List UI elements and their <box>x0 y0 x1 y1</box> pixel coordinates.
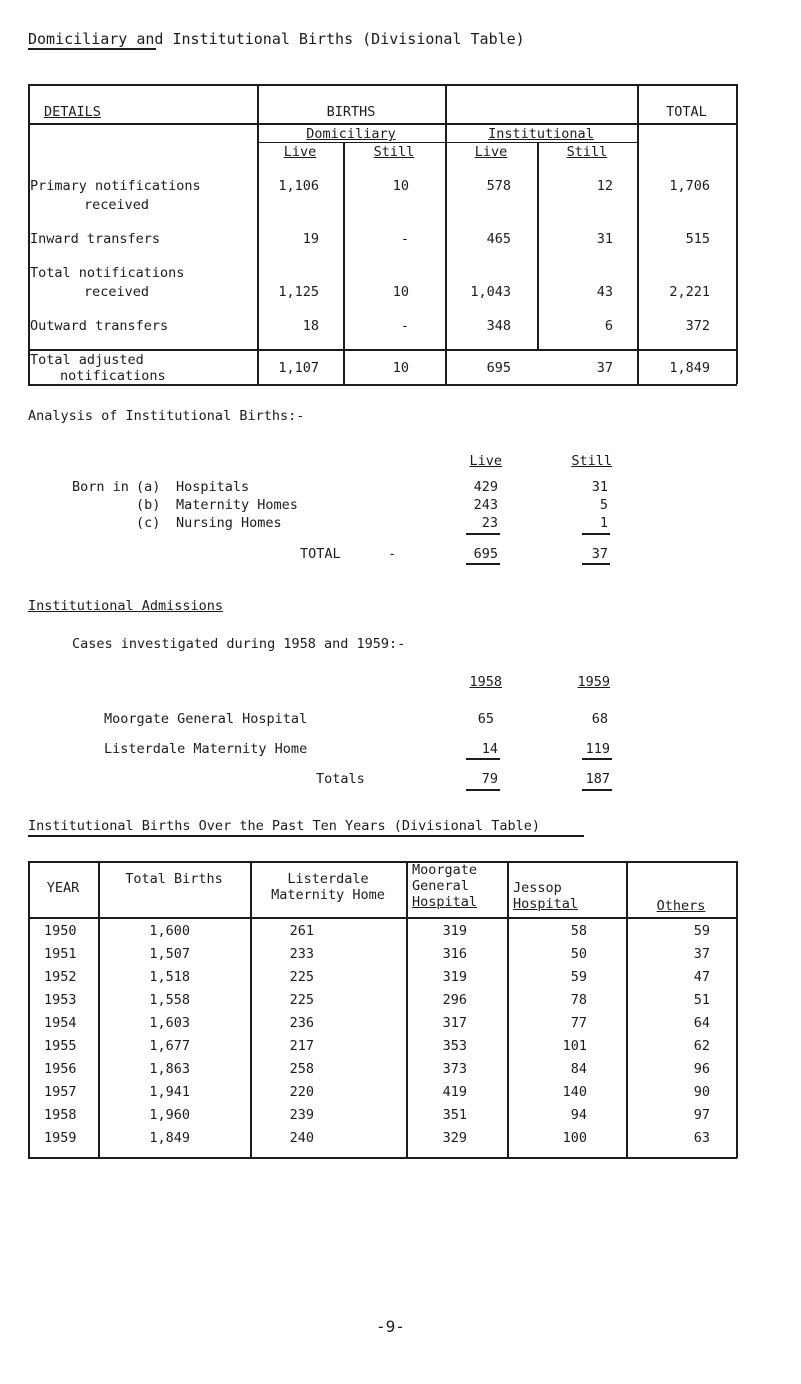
header-details: DETAILS <box>44 104 101 120</box>
listerdale-cell: 220 <box>289 1084 314 1100</box>
moorgate-cell: 319 <box>442 923 467 939</box>
listerdale-cell: 261 <box>289 923 314 939</box>
listerdale-cell: 236 <box>289 1015 314 1031</box>
others-cell: 96 <box>693 1061 710 1077</box>
header-dom-still: Still <box>373 144 415 160</box>
analysis-key: (c) <box>136 515 161 531</box>
jessop-cell: 94 <box>570 1107 587 1123</box>
jessop-cell: 84 <box>570 1061 587 1077</box>
others-cell: 47 <box>693 969 710 985</box>
inst-live-value: 578 <box>486 178 511 194</box>
analysis-total-still: 37 <box>591 546 608 562</box>
dom-live-value: 18 <box>302 318 319 334</box>
total-value: 1,849 <box>669 360 710 376</box>
col-others: Others <box>656 898 706 914</box>
analysis-total-dash: - <box>388 546 397 562</box>
row-label: Primary notifications <box>30 178 201 194</box>
dom-still-value: - <box>400 318 409 334</box>
others-cell: 97 <box>693 1107 710 1123</box>
others-cell: 37 <box>693 946 710 962</box>
total-births-cell: 1,863 <box>149 1061 190 1077</box>
inst-live-value: 465 <box>486 231 511 247</box>
others-cell: 63 <box>693 1130 710 1146</box>
admissions-intro: Cases investigated during 1958 and 1959:- <box>72 636 406 652</box>
page-title: Domiciliary and Institutional Births (Divisional Table) <box>28 30 525 48</box>
col-year: YEAR <box>46 880 80 896</box>
dom-live-value: 1,125 <box>278 284 319 300</box>
col-jessop: Jessop Hospital <box>513 880 579 912</box>
title-underline <box>28 48 156 50</box>
total-births-cell: 1,603 <box>149 1015 190 1031</box>
total-births-cell: 1,677 <box>149 1038 190 1054</box>
moorgate-cell: 329 <box>442 1130 467 1146</box>
dom-still-value: 10 <box>392 178 409 194</box>
listerdale-cell: 225 <box>289 969 314 985</box>
admissions-row-label: Moorgate General Hospital <box>104 711 308 727</box>
inst-still-value: 43 <box>596 284 613 300</box>
moorgate-cell: 319 <box>442 969 467 985</box>
admissions-totals-label: Totals <box>316 771 365 787</box>
others-cell: 90 <box>693 1084 710 1100</box>
jessop-cell: 101 <box>562 1038 587 1054</box>
year-cell: 1959 <box>44 1130 77 1146</box>
analysis-still-value: 5 <box>599 497 608 513</box>
row-label: Total notifications <box>30 265 185 281</box>
inst-live-value: 1,043 <box>470 284 511 300</box>
admissions-totals-1958: 79 <box>481 771 498 787</box>
header-dom-live: Live <box>283 144 317 160</box>
admissions-1958-value: 65 <box>477 711 494 727</box>
header-domiciliary: Domiciliary <box>306 126 396 142</box>
page-number: -9- <box>376 1317 405 1336</box>
total-births-cell: 1,518 <box>149 969 190 985</box>
analysis-item-label: Nursing Homes <box>176 515 282 531</box>
year-cell: 1952 <box>44 969 77 985</box>
jessop-cell: 59 <box>570 969 587 985</box>
others-cell: 64 <box>693 1015 710 1031</box>
analysis-col-live: Live <box>469 453 502 469</box>
total-births-cell: 1,849 <box>149 1130 190 1146</box>
admissions-1959-value: 68 <box>591 711 608 727</box>
others-cell: 62 <box>693 1038 710 1054</box>
dom-still-value: - <box>400 231 409 247</box>
dom-still-value: 10 <box>392 360 409 376</box>
jessop-cell: 50 <box>570 946 587 962</box>
moorgate-cell: 373 <box>442 1061 467 1077</box>
year-cell: 1957 <box>44 1084 77 1100</box>
total-value: 515 <box>685 231 710 247</box>
header-births: BIRTHS <box>326 104 376 120</box>
year-cell: 1951 <box>44 946 77 962</box>
admissions-totals-1959: 187 <box>585 771 610 787</box>
admissions-col-1959: 1959 <box>577 674 610 690</box>
moorgate-cell: 296 <box>442 992 467 1008</box>
analysis-title: Analysis of Institutional Births:- <box>28 408 305 424</box>
analysis-still-value: 1 <box>599 515 608 531</box>
inst-live-value: 695 <box>486 360 511 376</box>
listerdale-cell: 258 <box>289 1061 314 1077</box>
analysis-total-label: TOTAL <box>300 546 341 562</box>
jessop-cell: 140 <box>562 1084 587 1100</box>
analysis-item-label: Maternity Homes <box>176 497 298 513</box>
inst-still-value: 6 <box>604 318 613 334</box>
total-births-cell: 1,558 <box>149 992 190 1008</box>
analysis-key: (a) <box>136 479 161 495</box>
admissions-heading: Institutional Admissions <box>28 598 224 614</box>
total-births-cell: 1,941 <box>149 1084 190 1100</box>
year-cell: 1958 <box>44 1107 77 1123</box>
admissions-col-1958: 1958 <box>469 674 502 690</box>
born-in-label: Born in <box>72 479 129 495</box>
header-institutional: Institutional <box>488 126 594 142</box>
jessop-cell: 78 <box>570 992 587 1008</box>
dom-live-value: 1,106 <box>278 178 319 194</box>
moorgate-cell: 351 <box>442 1107 467 1123</box>
analysis-total-live: 695 <box>473 546 498 562</box>
inst-live-value: 348 <box>486 318 511 334</box>
dom-still-value: 10 <box>392 284 409 300</box>
inst-still-value: 31 <box>596 231 613 247</box>
header-total: TOTAL <box>666 104 707 120</box>
header-inst-live: Live <box>474 144 508 160</box>
listerdale-cell: 217 <box>289 1038 314 1054</box>
analysis-col-still: Still <box>571 453 612 469</box>
analysis-live-value: 429 <box>473 479 498 495</box>
row-label-cont: received <box>84 197 150 213</box>
dom-live-value: 1,107 <box>278 360 319 376</box>
admissions-1958-value: 14 <box>481 741 498 757</box>
listerdale-cell: 225 <box>289 992 314 1008</box>
total-value: 2,221 <box>669 284 710 300</box>
moorgate-cell: 419 <box>442 1084 467 1100</box>
year-cell: 1956 <box>44 1061 77 1077</box>
others-cell: 51 <box>693 992 710 1008</box>
total-births-cell: 1,600 <box>149 923 190 939</box>
inst-still-value: 37 <box>596 360 613 376</box>
analysis-still-value: 31 <box>591 479 608 495</box>
admissions-row-label: Listerdale Maternity Home <box>104 741 308 757</box>
total-value: 1,706 <box>669 178 710 194</box>
total-births-cell: 1,507 <box>149 946 190 962</box>
analysis-live-value: 23 <box>481 515 498 531</box>
jessop-cell: 58 <box>570 923 587 939</box>
moorgate-cell: 316 <box>442 946 467 962</box>
listerdale-cell: 240 <box>289 1130 314 1146</box>
total-value: 372 <box>685 318 710 334</box>
listerdale-cell: 239 <box>289 1107 314 1123</box>
analysis-key: (b) <box>136 497 161 513</box>
jessop-cell: 77 <box>570 1015 587 1031</box>
others-cell: 59 <box>693 923 710 939</box>
row-label-cont: received <box>84 284 150 300</box>
moorgate-cell: 353 <box>442 1038 467 1054</box>
row-label: Inward transfers <box>30 231 161 247</box>
ten-year-title: Institutional Births Over the Past Ten Years (Divisional Table) <box>28 818 541 834</box>
admissions-1959-value: 119 <box>585 741 610 757</box>
row-label: Total adjusted <box>30 352 144 368</box>
year-cell: 1953 <box>44 992 77 1008</box>
col-moorgate: Moorgate General Hospital <box>412 862 478 910</box>
year-cell: 1950 <box>44 923 77 939</box>
jessop-cell: 100 <box>562 1130 587 1146</box>
total-births-cell: 1,960 <box>149 1107 190 1123</box>
row-label: Outward transfers <box>30 318 169 334</box>
analysis-item-label: Hospitals <box>176 479 250 495</box>
analysis-live-value: 243 <box>473 497 498 513</box>
row-label-cont: notifications <box>60 368 166 384</box>
col-total-births: Total Births <box>125 871 223 887</box>
moorgate-cell: 317 <box>442 1015 467 1031</box>
year-cell: 1954 <box>44 1015 77 1031</box>
col-listerdale: Listerdale Maternity Home <box>271 871 385 903</box>
header-inst-still: Still <box>566 144 608 160</box>
inst-still-value: 12 <box>596 178 613 194</box>
dom-live-value: 19 <box>302 231 319 247</box>
year-cell: 1955 <box>44 1038 77 1054</box>
listerdale-cell: 233 <box>289 946 314 962</box>
